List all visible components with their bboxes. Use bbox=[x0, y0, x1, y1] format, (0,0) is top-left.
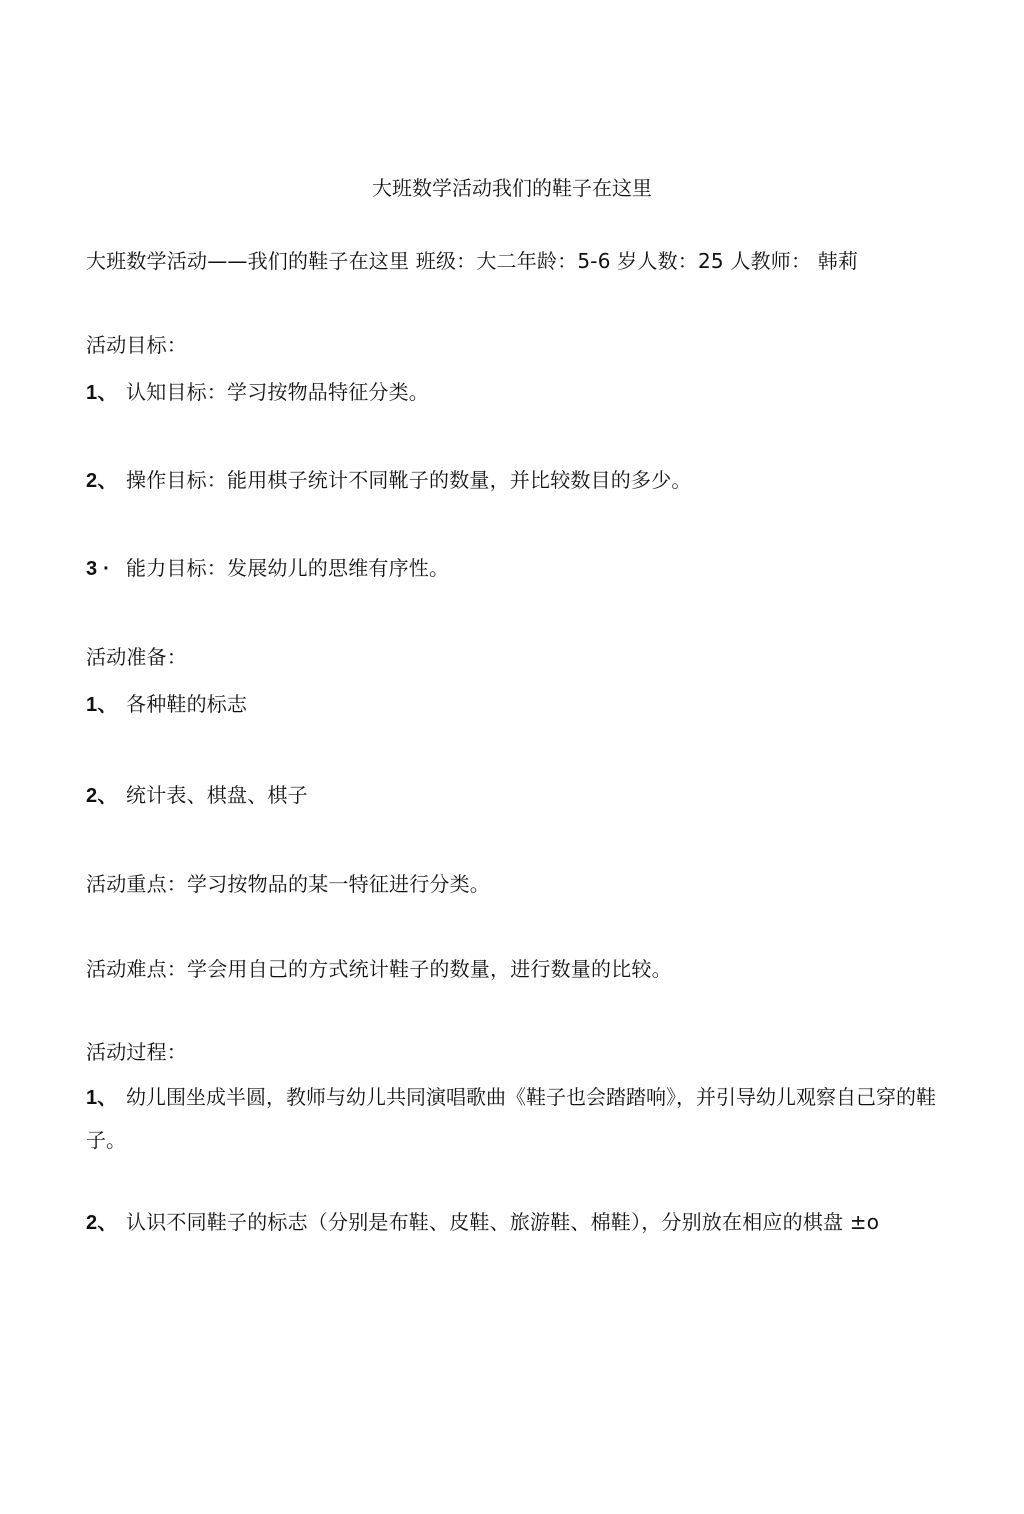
prep-heading: 活动准备： bbox=[86, 645, 187, 669]
document-title: 大班数学活动我们的鞋子在这里 bbox=[372, 176, 652, 200]
process-item-text: 认识不同鞋子的标志（分别是布鞋、皮鞋、旅游鞋、棉鞋），分别放在相应的棋盘 ±o bbox=[126, 1210, 880, 1234]
goal-item bbox=[86, 468, 692, 493]
goal-item bbox=[86, 556, 449, 581]
goal-item-number: 2、 bbox=[86, 470, 118, 492]
intro-line: 大班数学活动——我们的鞋子在这里 班级：大二年龄：5-6 岁人数：25 人教师： 韩莉 bbox=[86, 249, 859, 273]
goals-heading: 活动目标： bbox=[86, 333, 187, 357]
process-item-text: 幼儿围坐成半圆，教师与幼儿共同演唱歌曲《鞋子也会踏踏响》，并引导幼儿观察自己穿的鞋子。 bbox=[86, 1085, 936, 1152]
goal-item bbox=[86, 380, 429, 405]
prep-item-text: 各种鞋的标志 bbox=[126, 692, 248, 716]
goal-item-number: 1、 bbox=[86, 382, 118, 404]
prep-item bbox=[86, 783, 308, 808]
process-item-number: 2、 bbox=[86, 1212, 118, 1234]
goal-item-text: 认知目标：学习按物品特征分类。 bbox=[126, 380, 429, 404]
prep-item-number: 1、 bbox=[86, 694, 118, 716]
process-item bbox=[86, 1076, 946, 1161]
difficulty-point: 活动难点：学会用自己的方式统计鞋子的数量，进行数量的比较。 bbox=[86, 957, 672, 981]
prep-item bbox=[86, 692, 247, 717]
process-item-number: 1、 bbox=[86, 1087, 118, 1109]
goal-item-text: 能力目标：发展幼儿的思维有序性。 bbox=[126, 556, 450, 580]
process-item bbox=[86, 1210, 879, 1235]
prep-item-number: 2、 bbox=[86, 785, 118, 807]
process-heading: 活动过程： bbox=[86, 1040, 187, 1064]
prep-item-text: 统计表、棋盘、棋子 bbox=[126, 783, 308, 807]
key-point: 活动重点：学习按物品的某一特征进行分类。 bbox=[86, 872, 490, 896]
goal-item-text: 操作目标：能用棋子统计不同靴子的数量，并比较数目的多少。 bbox=[126, 468, 692, 492]
goal-item-number: 3 · bbox=[86, 558, 110, 580]
